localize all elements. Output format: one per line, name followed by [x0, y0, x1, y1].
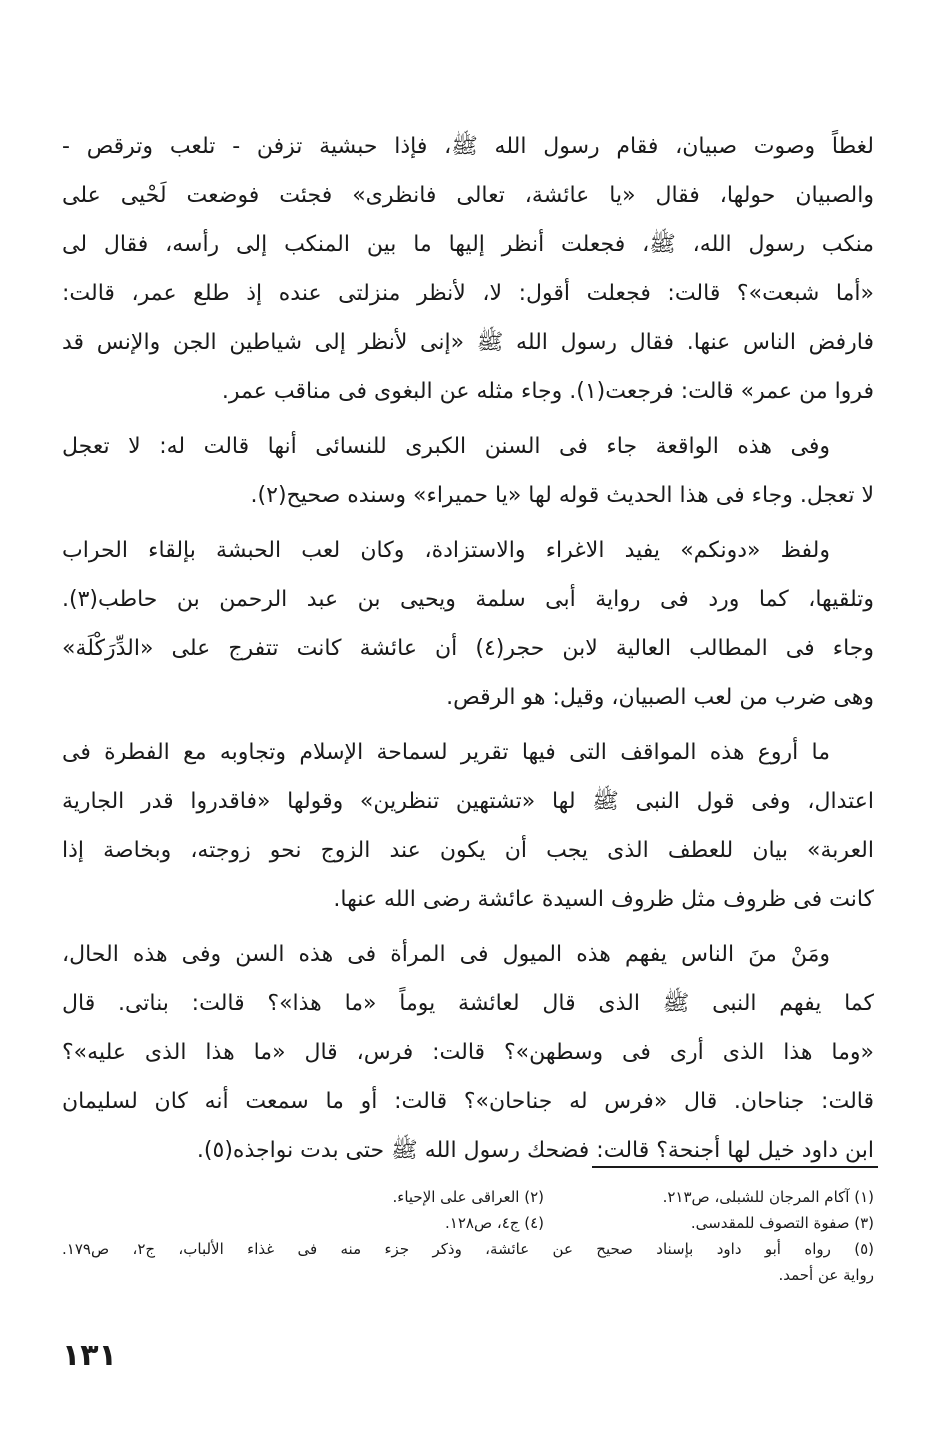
body-text — [62, 122, 874, 1181]
text-line: «أما شبعت»؟ قالت: فجعلت أقول: لا، لأنظر منزلتى عنده إذ طلع عمر، قالت: — [62, 281, 874, 306]
footnote-1: (١) آكام المرجان للشبلى، ص٢١٣. — [662, 1188, 874, 1206]
page-number: ١٣١ — [62, 1338, 117, 1373]
footnote-row — [62, 1210, 874, 1236]
text-line: كانت فى ظروف مثل ظروف السيدة عائشة رضى الله عنها. — [333, 887, 874, 912]
text-line: لا تعجل. وجاء فى هذا الحديث قوله لها «يا حميراء» وسنده صحيح(٢). — [250, 483, 874, 508]
text-line: ما أروع هذه المواقف التى فيها تقرير لسماحة الإسلام وتجاوبه مع الفطرة فى — [62, 740, 830, 765]
text-line: اعتدال، وفى قول النبى ﷺ لها «تشتهين تنظرين» وقولها «فاقدروا قدر الجارية — [62, 789, 874, 814]
text-line: وتلقيها، كما ورد فى رواية أبى سلمة ويحيى بن عبد الرحمن بن حاطب(٣). — [62, 587, 874, 612]
footnote-5-continuation: رواية عن أحمد. — [778, 1266, 874, 1284]
footnote-5: (٥) رواه أبو داود بإسناد صحيح عن عائشة، وذكر جزء منه فى غذاء الألباب، ج٢، ص١٧٩. — [62, 1240, 875, 1258]
text-line: ابن داود خيل لها أجنحة؟ قالت: فضحك رسول الله ﷺ حتى بدت نواجذه(٥). — [196, 1138, 874, 1163]
text-line: كما يفهم النبى ﷺ الذى قال لعائشة يوماً «ما هذا»؟ قالت: بناتى. قال — [62, 991, 874, 1016]
paragraph-5 — [62, 930, 874, 1175]
footnote-2: (٢) العراقى على الإحياء. — [392, 1188, 544, 1206]
text-line: ومَنْ منَ الناس يفهم هذه الميول فى المرأة فى هذه السن وفى هذه الحال، — [62, 942, 830, 967]
footnote-divider — [592, 1166, 878, 1168]
text-line: ولفظ «دونكم» يفيد الاغراء والاستزادة، وكان لعب الحبشة بإلقاء الحراب — [62, 538, 830, 563]
paragraph-4 — [62, 728, 874, 924]
text-line: لغطاً وصوت صبيان، فقام رسول الله ﷺ، فإذا حبشية تزفن - تلعب وترقص - — [62, 134, 874, 159]
text-line: فارفض الناس عنها. فقال رسول الله ﷺ «إنى لأنظر إلى شياطين الجن والإنس قد — [62, 330, 874, 355]
footnote-3: (٣) صفوة التصوف للمقدسى. — [690, 1214, 874, 1232]
text-line: منكب رسول الله، ﷺ، فجعلت أنظر إليها ما بين المنكب إلى رأسه، فقال لى — [62, 232, 874, 257]
text-line: وجاء فى المطالب العالية لابن حجر(٤) أن عائشة كانت تتفرج على «الدِّرَكْلَة» — [62, 636, 874, 661]
footnote-row — [62, 1184, 874, 1210]
paragraph-1 — [62, 122, 874, 416]
paragraph-2 — [62, 422, 874, 520]
footnotes — [62, 1184, 874, 1288]
text-line: فروا من عمر» قالت: فرجعت(١). وجاء مثله عن البغوى فى مناقب عمر. — [221, 379, 874, 404]
paragraph-3 — [62, 526, 874, 722]
text-line: وفى هذه الواقعة جاء فى السنن الكبرى للنسائى أنها قالت له: لا تعجل — [62, 434, 830, 459]
text-line: العربة» بيان للعطف الذى يجب أن يكون عند الزوج نحو زوجته، وبخاصة إذا — [62, 838, 874, 863]
text-line: قالت: جناحان. قال «فرس له جناحان»؟ قالت: أو ما سمعت أنه كان لسليمان — [62, 1089, 874, 1114]
footnote-4: (٤) ج٤، ص١٢٨. — [445, 1214, 544, 1232]
text-line: والصبيان حولها، فقال «يا عائشة، تعالى فانظرى» فجئت فوضعت لَحْيى على — [62, 183, 874, 208]
text-line: وهى ضرب من لعب الصبيان، وقيل: هو الرقص. — [446, 685, 874, 710]
text-line: «وما هذا الذى أرى فى وسطهن»؟ قالت: فرس، قال «ما هذا الذى عليه»؟ — [62, 1040, 874, 1065]
